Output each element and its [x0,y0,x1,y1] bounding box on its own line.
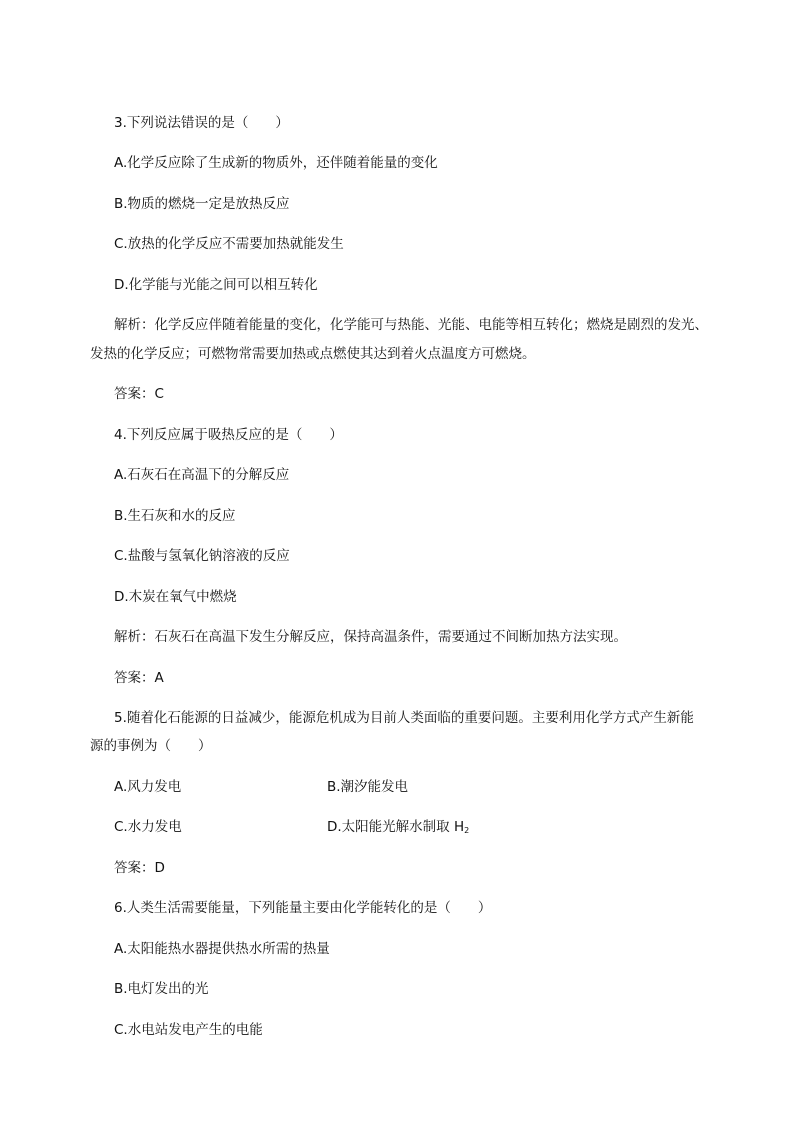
question-5-option-d [327,816,469,842]
question-4-option-c: C.盐酸与氢氧化钠溶液的反应 [114,548,290,564]
question-3-analysis-line-1: 解析：化学反应伴随着能量的变化，化学能可与热能、光能、电能等相互转化；燃烧是剧烈的发光、 [114,317,708,333]
question-3-option-c: C.放热的化学反应不需要加热就能发生 [114,236,344,252]
question-4-answer: 答案：A [114,670,164,686]
question-6-option-b: B.电灯发出的光 [114,981,209,997]
question-3-stem: 3.下列说法错误的是（ ） [114,115,289,131]
question-5-stem-line-1: 5.随着化石能源的日益减少，能源危机成为目前人类面临的重要问题。主要利用化学方式产生新能 [114,710,694,726]
question-3-option-b: B.物质的燃烧一定是放热反应 [114,196,290,212]
question-4-stem: 4.下列反应属于吸热反应的是（ ） [114,427,343,443]
question-6-option-c: C.水电站发电产生的电能 [114,1022,263,1038]
question-6-stem: 6.人类生活需要能量，下列能量主要由化学能转化的是（ ） [114,900,492,916]
question-3-answer: 答案：C [114,386,164,402]
question-5-option-b: B.潮汐能发电 [327,779,409,795]
question-6-option-a: A.太阳能热水器提供热水所需的热量 [114,941,330,957]
question-3-option-d: D.化学能与光能之间可以相互转化 [114,277,318,293]
question-5-answer: 答案：D [114,860,165,876]
question-5-option-d-subscript: 2 [464,826,470,835]
question-3-option-a: A.化学反应除了生成新的物质外，还伴随着能量的变化 [114,155,438,171]
question-4-analysis: 解析：石灰石在高温下发生分解反应，保持高温条件，需要通过不间断加热方法实现。 [114,629,627,645]
question-3-analysis-line-2: 发热的化学反应；可燃物常需要加热或点燃使其达到着火点温度方可燃烧。 [90,346,536,362]
question-5-stem-line-2: 源的事例为（ ） [90,738,212,754]
question-5-option-a: A.风力发电 [114,779,182,795]
question-4-option-b: B.生石灰和水的反应 [114,508,236,524]
question-4-option-a: A.石灰石在高温下的分解反应 [114,467,290,483]
question-5-option-c: C.水力发电 [114,819,182,835]
question-4-option-d: D.木炭在氧气中燃烧 [114,589,237,605]
question-5-option-d-text: D.太阳能光解水制取 H [327,819,465,835]
